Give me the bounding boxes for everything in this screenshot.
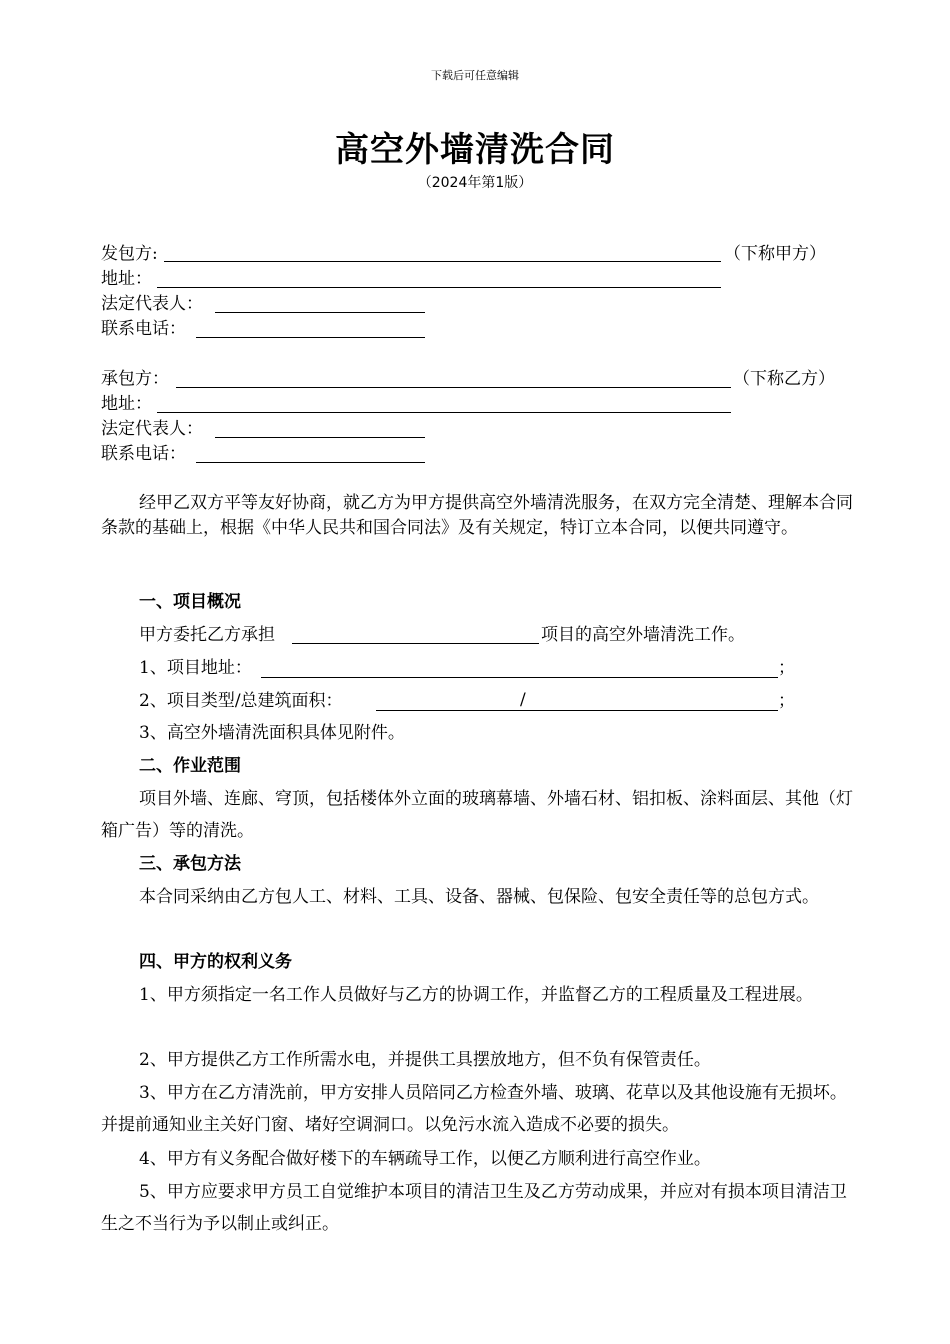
- party-a-rep-blank[interactable]: [215, 312, 425, 313]
- section-3-text: 本合同采纳由乙方包人工、材料、工具、设备、器械、包保险、包安全责任等的总包方式。: [139, 887, 819, 907]
- project-type-end: ；: [778, 691, 795, 711]
- party-b-rep-blank[interactable]: [215, 437, 425, 438]
- page-title: 高空外墙清洗合同: [335, 130, 615, 170]
- party-a-address-label: 地址：: [101, 269, 152, 289]
- intro-paragraph: 经甲乙双方平等友好协商，就乙方为甲方提供高空外墙清洗服务，在双方完全清楚、理解本合同条款的基础上，根据《中华人民共和国合同法》及有关规定，特订立本合同，以便共同遵守。: [101, 493, 853, 538]
- entrust-suffix: 项目的高空外墙清洗工作。: [541, 625, 745, 645]
- party-b-phone-blank[interactable]: [196, 462, 425, 463]
- party-a-name-label: 发包方:: [101, 244, 158, 264]
- party-b-name-suffix: （下称乙方）: [733, 369, 835, 389]
- project-address-end: ；: [778, 658, 795, 678]
- party-b-address-blank[interactable]: [157, 412, 731, 413]
- section-4-item-4: 4、甲方有义务配合做好楼下的车辆疏导工作，以便乙方顺利进行高空作业。: [139, 1149, 711, 1169]
- project-address-blank[interactable]: [261, 677, 778, 678]
- party-a-name-suffix: （下称甲方）: [724, 244, 826, 264]
- party-b-name-blank[interactable]: [176, 387, 731, 388]
- section-4-item-5: 5、甲方应要求甲方员工自觉维护本项目的清洁卫生及乙方劳动成果，并应对有损本项目清洁卫生之不当行为予以制止或纠正。: [101, 1182, 847, 1234]
- editable-note: 下载后可任意编辑: [431, 69, 519, 82]
- project-type-separator: /: [520, 690, 526, 710]
- section-3-heading: 三、承包方法: [139, 854, 241, 874]
- project-name-blank[interactable]: [292, 643, 539, 644]
- section-4-item-3: 3、甲方在乙方清洗前，甲方安排人员陪同乙方检查外墙、玻璃、花草以及其他设施有无损坏。并提前通知业主关好门窗、堵好空调洞口。以免污水流入造成不必要的损失。: [101, 1083, 847, 1135]
- project-type-area-blank[interactable]: [376, 710, 778, 711]
- section-4-item-2: 2、甲方提供乙方工作所需水电，并提供工具摆放地方，但不负有保管责任。: [139, 1050, 711, 1070]
- party-a-address-blank[interactable]: [157, 287, 721, 288]
- party-b-phone-label: 联系电话：: [101, 444, 186, 464]
- party-a-phone-blank[interactable]: [196, 337, 425, 338]
- section-1-heading: 一、项目概况: [139, 592, 241, 612]
- party-a-rep-label: 法定代表人：: [101, 294, 203, 314]
- project-type-label: 2、项目类型/总建筑面积：: [139, 691, 343, 711]
- party-a-name-blank[interactable]: [164, 261, 721, 262]
- section-4-item-1: 1、甲方须指定一名工作人员做好与乙方的协调工作，并监督乙方的工程质量及工程进展。: [139, 985, 813, 1005]
- edition-label: （2024年第1版）: [417, 175, 533, 191]
- section-4-heading: 四、甲方的权利义务: [139, 952, 292, 972]
- section-2-heading: 二、作业范围: [139, 756, 241, 776]
- section-2-text: 项目外墙、连廊、穹顶，包括楼体外立面的玻璃幕墙、外墙石材、铝扣板、涂料面层、其他（灯箱广告）等的清洗。: [101, 789, 853, 841]
- party-b-name-label: 承包方：: [101, 369, 169, 389]
- party-a-phone-label: 联系电话：: [101, 319, 186, 339]
- party-b-rep-label: 法定代表人：: [101, 419, 203, 439]
- project-address-label: 1、项目地址：: [139, 658, 252, 678]
- entrust-prefix: 甲方委托乙方承担: [139, 625, 275, 645]
- section-1-item-3: 3、高空外墙清洗面积具体见附件。: [139, 723, 405, 743]
- party-b-address-label: 地址：: [101, 394, 152, 414]
